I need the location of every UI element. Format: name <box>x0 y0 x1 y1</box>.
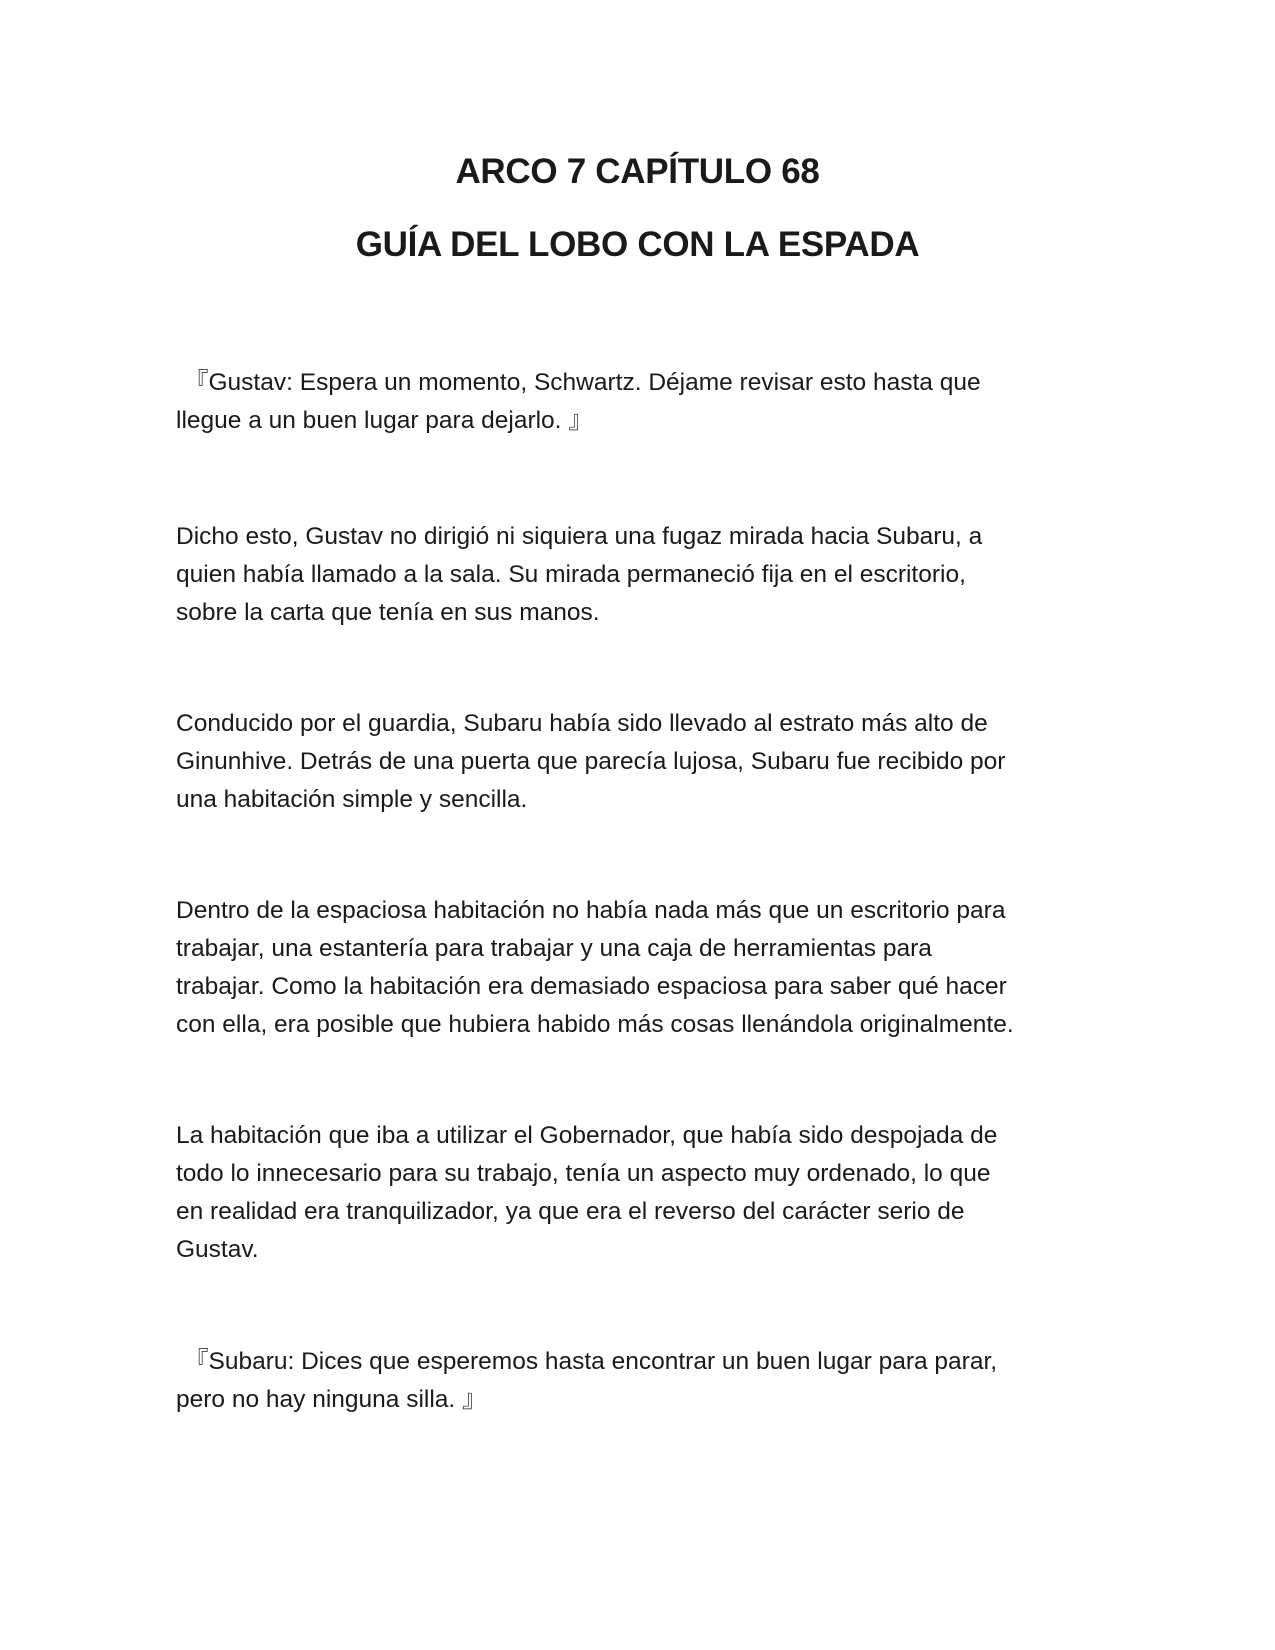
text-line: Dicho esto, Gustav no dirigió ni siquiera una fugaz mirada hacia Subaru, a <box>176 523 983 550</box>
text-line: trabajar. Como la habitación era demasiado espaciosa para saber qué hacer <box>176 973 1007 1000</box>
text-line: quien había llamado a la sala. Su mirada permaneció fija en el escritorio, <box>176 561 966 588</box>
text-line: sobre la carta que tenía en sus manos. <box>176 599 600 626</box>
paragraph-narration-2 <box>176 705 1106 819</box>
text-line: 『Gustav: Espera un momento, Schwartz. Déjame revisar esto hasta que <box>184 369 981 396</box>
text-line: todo lo innecesario para su trabajo, tenía un aspecto muy ordenado, lo que <box>176 1160 991 1187</box>
text-line: Conducido por el guardia, Subaru había sido llevado al estrato más alto de <box>176 710 988 737</box>
paragraph-narration-4 <box>176 1117 1106 1269</box>
text-line: llegue a un buen lugar para dejarlo. 』 <box>176 407 593 434</box>
text-line: Gustav. <box>176 1236 259 1263</box>
text-line: Ginunhive. Detrás de una puerta que parecía lujosa, Subaru fue recibido por <box>176 748 1006 775</box>
paragraph-narration-3 <box>176 892 1106 1044</box>
text-line: con ella, era posible que hubiera habido más cosas llenándola originalmente. <box>176 1011 1014 1038</box>
paragraph-dialogue-subaru <box>176 1343 1106 1419</box>
paragraph-narration-1 <box>176 518 1106 632</box>
chapter-subtitle: GUÍA DEL LOBO CON LA ESPADA <box>355 225 920 264</box>
text-line: en realidad era tranquilizador, ya que era el reverso del carácter serio de <box>176 1198 965 1225</box>
text-line: 『Subaru: Dices que esperemos hasta encontrar un buen lugar para parar, <box>184 1348 998 1375</box>
text-line: Dentro de la espaciosa habitación no había nada más que un escritorio para <box>176 897 1006 924</box>
text-line: pero no hay ninguna silla. 』 <box>176 1386 487 1413</box>
text-line: trabajar, una estantería para trabajar y una caja de herramientas para <box>176 935 932 962</box>
text-line: una habitación simple y sencilla. <box>176 786 528 813</box>
paragraph-dialogue-gustav <box>176 364 1106 440</box>
text-line: La habitación que iba a utilizar el Gobernador, que había sido despojada de <box>176 1122 998 1149</box>
chapter-title: ARCO 7 CAPÍTULO 68 <box>455 152 820 191</box>
